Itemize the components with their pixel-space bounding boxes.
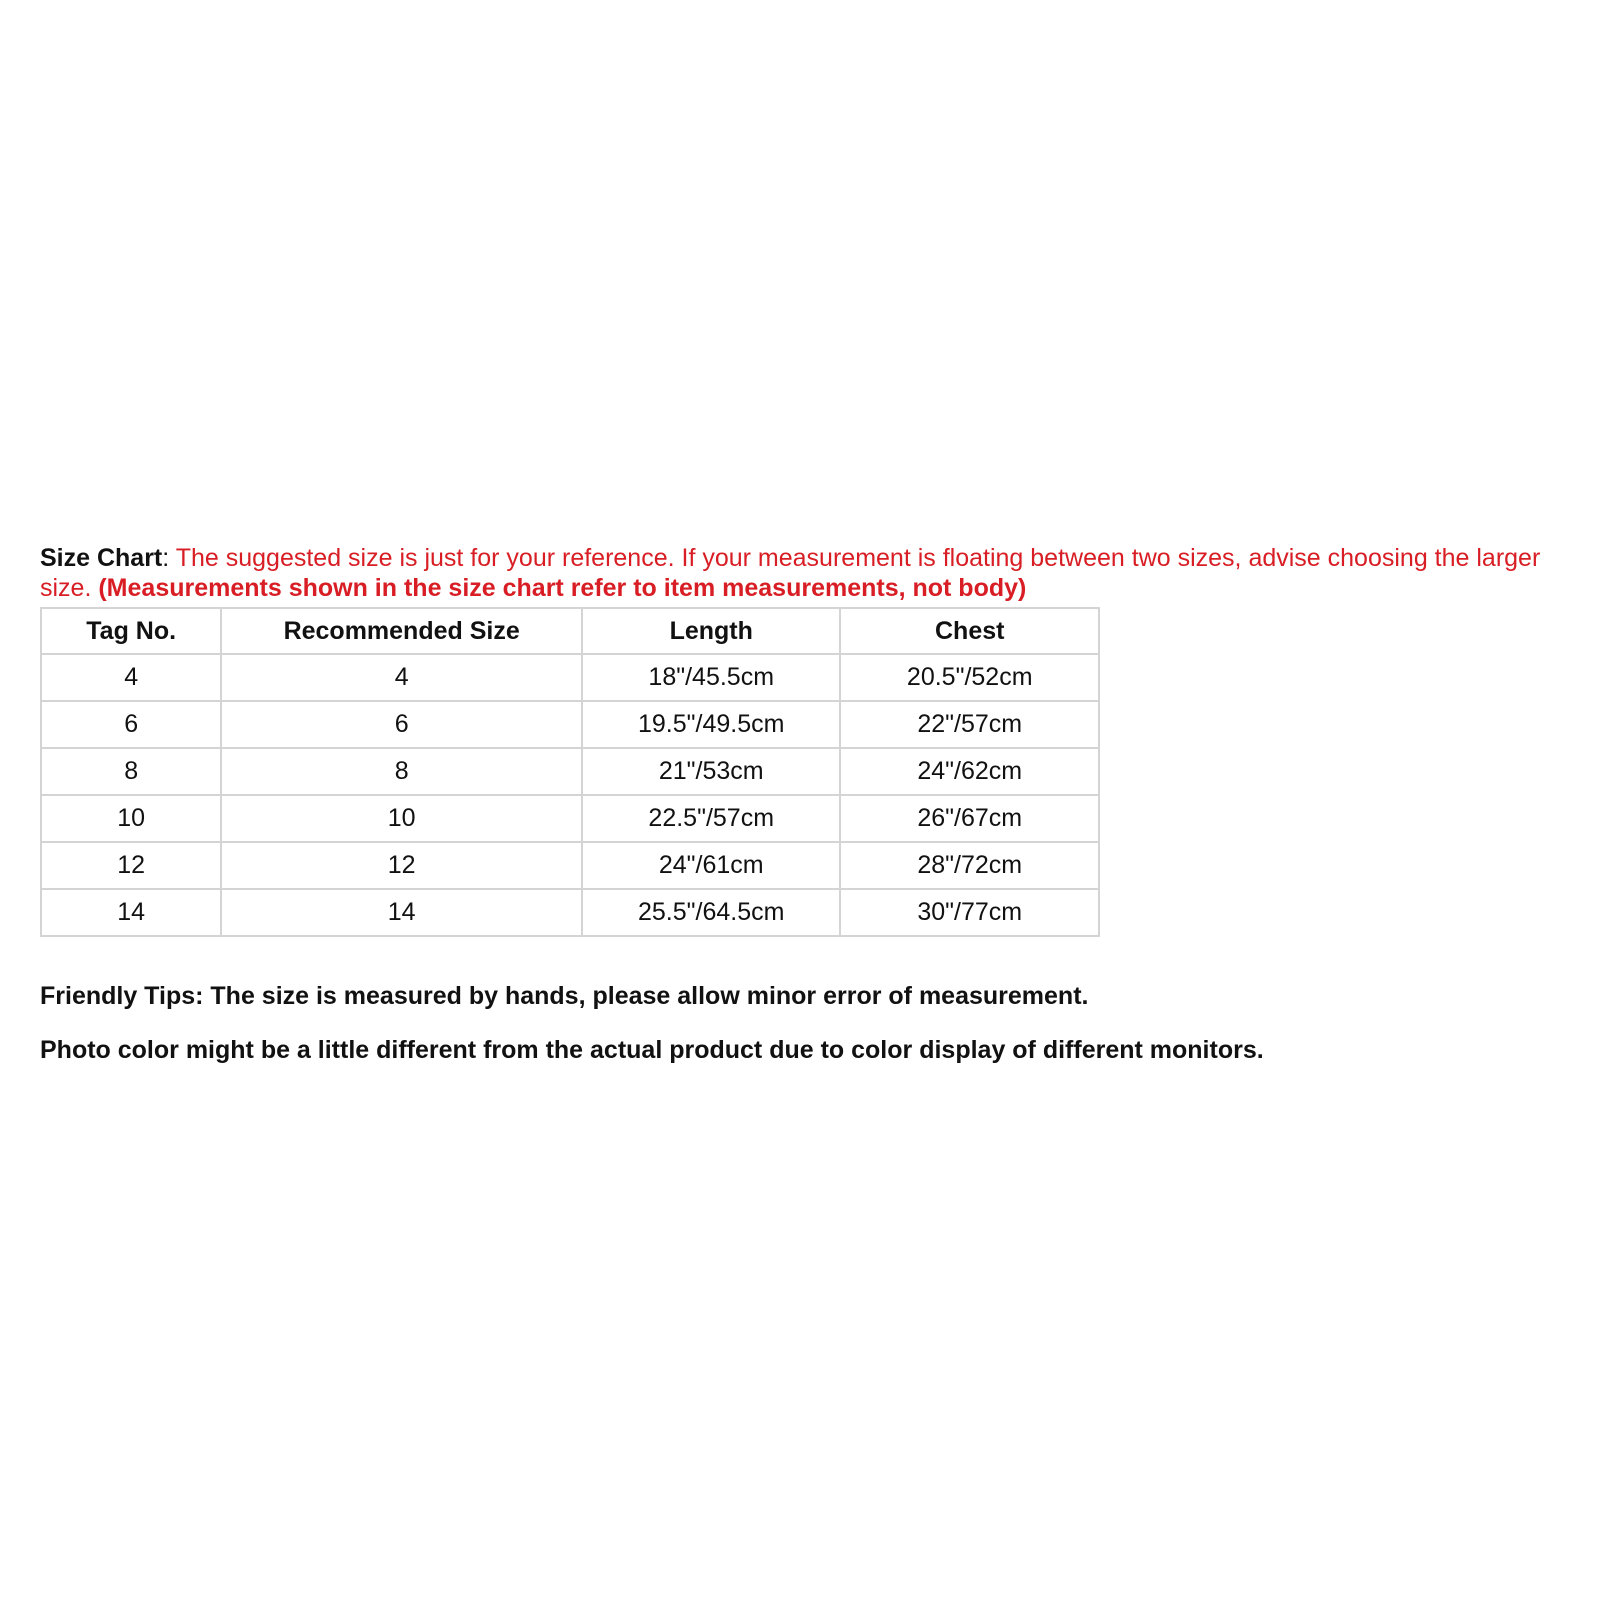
cell-length: 25.5"/64.5cm	[582, 889, 840, 936]
cell-recommended-size: 10	[221, 795, 582, 842]
header-chest: Chest	[840, 608, 1099, 654]
table-header-row	[41, 608, 1099, 654]
cell-tag-no: 4	[41, 654, 221, 701]
cell-chest: 26"/67cm	[840, 795, 1099, 842]
size-chart-label: Size Chart	[40, 544, 163, 572]
cell-chest: 24"/62cm	[840, 748, 1099, 795]
cell-recommended-size: 12	[221, 842, 582, 889]
cell-chest: 22"/57cm	[840, 701, 1099, 748]
cell-tag-no: 12	[41, 842, 221, 889]
table-row	[41, 654, 1099, 701]
cell-tag-no: 14	[41, 889, 221, 936]
table-row	[41, 701, 1099, 748]
header-recommended-size: Recommended Size	[221, 608, 582, 654]
cell-length: 24"/61cm	[582, 842, 840, 889]
size-chart-disclaimer: The suggested size is just for your reference. If your measurement is floating between two sizes, advise choosing the larger size.	[40, 544, 1541, 602]
size-chart-document	[40, 543, 1580, 1065]
size-chart-intro	[40, 543, 1580, 603]
table-row	[41, 889, 1099, 936]
table-row	[41, 748, 1099, 795]
photo-color-note: Photo color might be a little different from the actual product due to color display of different monitors.	[40, 1036, 1264, 1064]
size-table	[40, 607, 1100, 937]
cell-recommended-size: 4	[221, 654, 582, 701]
header-length: Length	[582, 608, 840, 654]
friendly-tips: Friendly Tips: The size is measured by hands, please allow minor error of measurement.	[40, 982, 1089, 1010]
cell-recommended-size: 8	[221, 748, 582, 795]
cell-chest: 30"/77cm	[840, 889, 1099, 936]
table-row	[41, 795, 1099, 842]
header-tag-no: Tag No.	[41, 608, 221, 654]
cell-tag-no: 8	[41, 748, 221, 795]
cell-tag-no: 10	[41, 795, 221, 842]
size-chart-measurement-note: (Measurements shown in the size chart refer to item measurements, not body)	[98, 574, 1027, 602]
cell-tag-no: 6	[41, 701, 221, 748]
cell-length: 22.5"/57cm	[582, 795, 840, 842]
cell-chest: 28"/72cm	[840, 842, 1099, 889]
size-chart-colon: :	[162, 544, 170, 572]
cell-length: 19.5"/49.5cm	[582, 701, 840, 748]
table-row	[41, 842, 1099, 889]
cell-chest: 20.5"/52cm	[840, 654, 1099, 701]
cell-length: 18"/45.5cm	[582, 654, 840, 701]
cell-recommended-size: 14	[221, 889, 582, 936]
cell-recommended-size: 6	[221, 701, 582, 748]
cell-length: 21"/53cm	[582, 748, 840, 795]
